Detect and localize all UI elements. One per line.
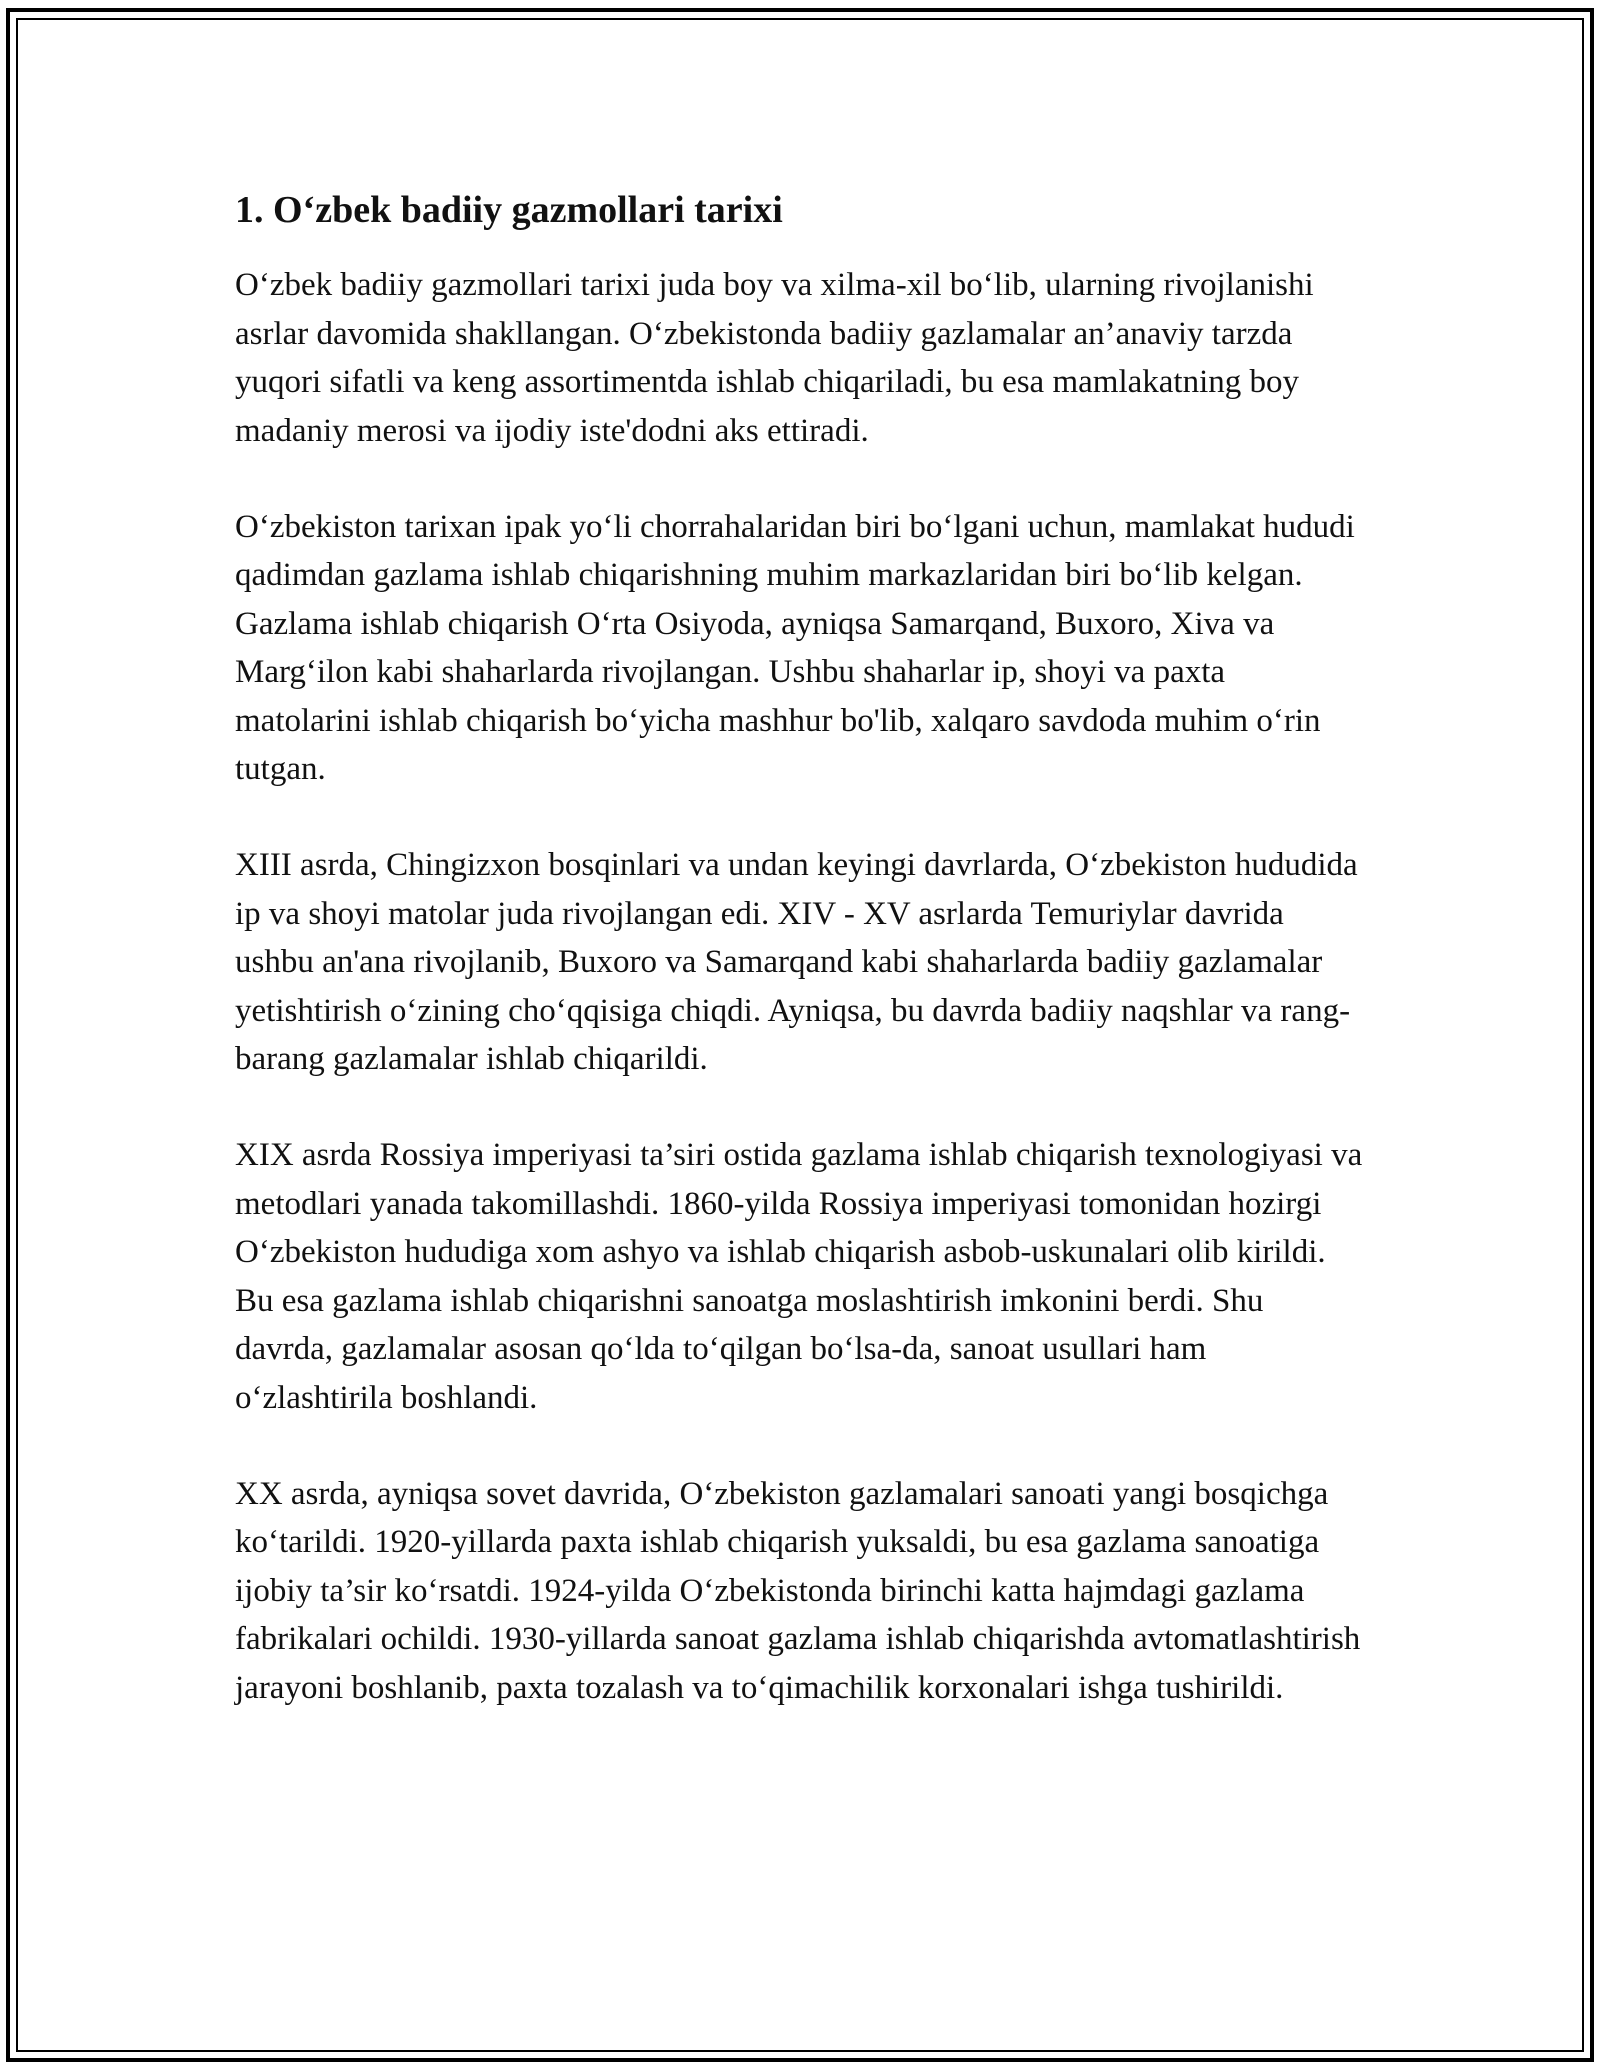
paragraph: O‘zbek badiiy gazmollari tarixi juda boy va xilma-xil bo‘lib, ularning rivojlanishi asrlar davomida shakllangan. O‘zbekistonda badiiy gazlamalar an’anaviy tarzda yuqori sifatli va keng assortimentda ishlab chiqariladi, bu esa mamlakatning boy madaniy merosi va ijodiy iste'dodni aks ettiradi. [235, 267, 1314, 449]
document-body [235, 186, 1365, 1760]
section-title: 1. O‘zbek badiiy gazmollari tarixi [235, 189, 783, 231]
paragraph: XX asrda, ayniqsa sovet davrida, O‘zbekiston gazlamalari sanoati yangi bosqichga ko‘tarildi. 1920-yillarda paxta ishlab chiqarish yuksaldi, bu esa gazlama sanoatiga ijobiy ta’sir ko‘rsatdi. 1924-yilda O‘zbekistonda birinchi katta hajmdagi gazlama fabrikalari ochildi. 1930-yillarda sanoat gazlama ishlab chiqarishda avtomatlashtirish jarayoni boshlanib, paxta tozalash va to‘qimachilik korxonalari ishga tushirildi. [235, 1475, 1361, 1706]
paragraph: O‘zbekiston tarixan ipak yo‘li chorrahalaridan biri bo‘lgani uchun, mamlakat hududi qadimdan gazlama ishlab chiqarishning muhim markazlaridan biri bo‘lib kelgan. Gazlama ishlab chiqarish O‘rta Osiyoda, ayniqsa Samarqand, Buxoro, Xiva va Marg‘ilon kabi shaharlarda rivojlangan. Ushbu shaharlar ip, shoyi va paxta matolarini ishlab chiqarish bo‘yicha mashhur bo'lib, xalqaro savdoda muhim o‘rin tutgan. [235, 509, 1355, 788]
paragraph: XIII asrda, Chingizxon bosqinlari va undan keyingi davrlarda, O‘zbekiston hududida ip va shoyi matolar juda rivojlangan edi. XIV - XV asrlarda Temuriylar davrida ushbu an'ana rivojlanib, Buxoro va Samarqand kabi shaharlarda badiiy gazlamalar yetishtirish o‘zining cho‘qqisiga chiqdi. Ayniqsa, bu davrda badiiy naqshlar va rang-barang gazlamalar ishlab chiqarildi. [235, 847, 1358, 1078]
paragraph: XIX asrda Rossiya imperiyasi ta’siri ostida gazlama ishlab chiqarish texnologiyasi va metodlari yanada takomillashdi. 1860-yilda Rossiya imperiyasi tomonidan hozirgi O‘zbekiston hududiga xom ashyo va ishlab chiqarish asbob-uskunalari olib kirildi. Bu esa gazlama ishlab chiqarishni sanoatga moslashtirish imkonini berdi. Shu davrda, gazlamalar asosan qo‘lda to‘qilgan bo‘lsa-da, sanoat usullari ham o‘zlashtirila boshlandi. [235, 1137, 1363, 1416]
